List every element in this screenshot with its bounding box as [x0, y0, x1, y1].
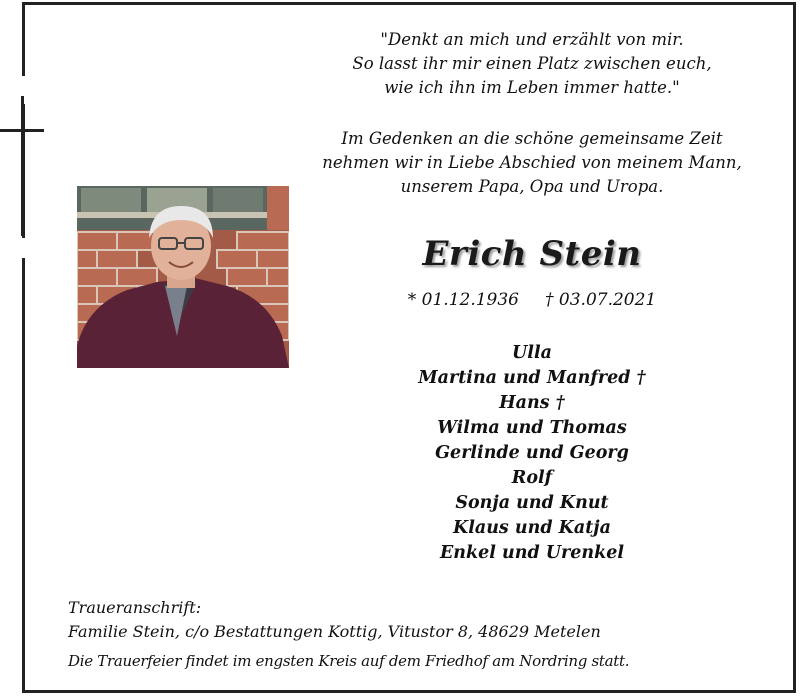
death-date: † 03.07.2021 — [545, 290, 657, 310]
address-text: Familie Stein, c/o Bestattungen Kottig, Vitustor 8, 48629 Metelen — [68, 622, 601, 641]
quote-block — [322, 28, 742, 100]
mourners-list — [322, 341, 742, 566]
frame-gap-bottom — [18, 238, 30, 258]
mourner-name: Wilma und Thomas — [437, 418, 627, 438]
mourner-name: Ulla — [512, 343, 552, 363]
mourner-name: Martina und Manfred † — [418, 368, 646, 388]
memory-line: unserem Papa, Opa und Uropa. — [400, 177, 664, 196]
portrait-illustration — [77, 186, 289, 368]
cross-vertical-bar — [21, 96, 24, 236]
frame-gap-top — [18, 76, 30, 104]
mourner-name: Enkel und Urenkel — [439, 543, 625, 563]
quote-line: wie ich ihn im Leben immer hatte." — [384, 78, 680, 97]
mourning-address — [68, 596, 601, 644]
memory-text — [322, 127, 742, 199]
mourner-name: Klaus und Katja — [453, 518, 611, 538]
mourner-name: Hans † — [499, 393, 565, 413]
address-label: Traueranschrift: — [68, 598, 202, 617]
mourner-name: Rolf — [511, 468, 553, 488]
mourner-name: Gerlinde und Georg — [435, 443, 629, 463]
memory-line: Im Gedenken an die schöne gemeinsame Zeit — [341, 129, 723, 148]
quote-line: So lasst ihr mir einen Platz zwischen euch, — [352, 54, 712, 73]
quote-line: "Denkt an mich und erzählt von mir. — [380, 30, 684, 49]
memory-line: nehmen wir in Liebe Abschied von meinem Mann, — [322, 153, 742, 172]
portrait-photo — [77, 186, 289, 368]
life-dates — [322, 288, 742, 312]
mourner-name: Sonja und Knut — [455, 493, 609, 513]
deceased-name: Erich Stein — [422, 234, 642, 274]
ceremony-note: Die Trauerfeier findet im engsten Kreis auf dem Friedhof am Nordring statt. — [68, 652, 630, 670]
birth-date: * 01.12.1936 — [407, 290, 519, 310]
cross-horizontal-bar — [0, 129, 44, 132]
